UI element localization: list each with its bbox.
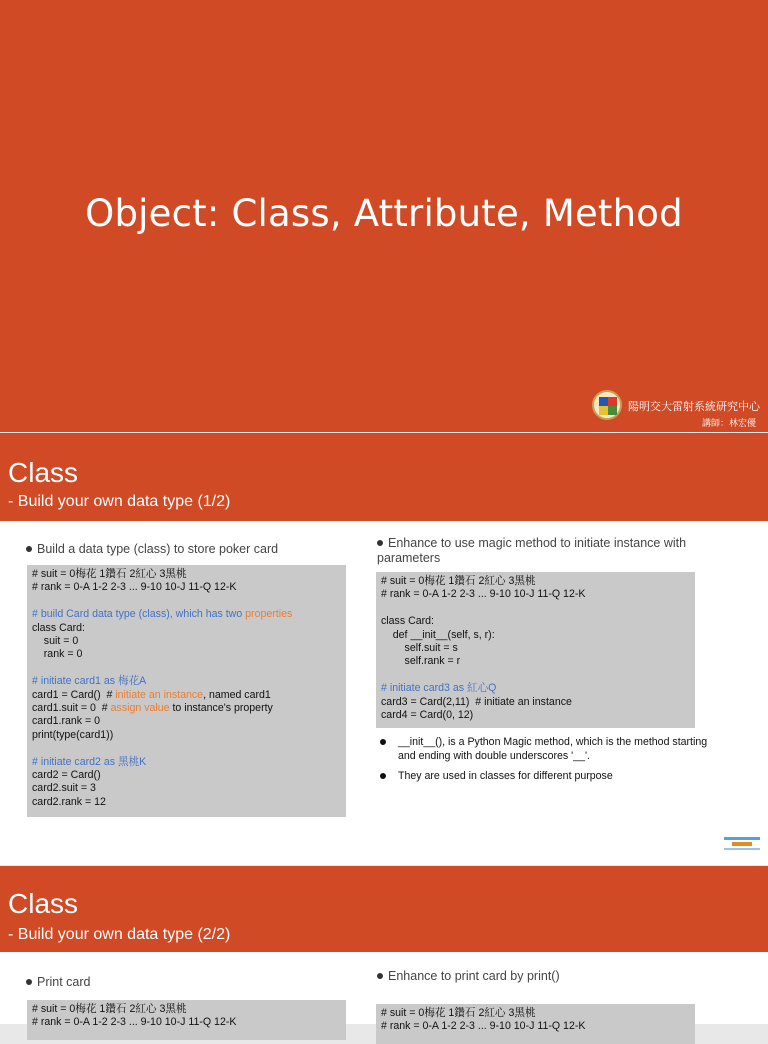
code-line	[381, 1007, 690, 1020]
code-line	[381, 682, 690, 695]
code-line	[32, 608, 341, 621]
code-text: card2 = Card()	[32, 769, 101, 782]
code-line	[381, 709, 690, 722]
code-text: self.suit = s	[381, 642, 458, 655]
code-line	[32, 756, 341, 769]
slide-header	[0, 866, 768, 952]
code-text: def __init__(self, s, r):	[381, 628, 495, 641]
class-slide-1	[0, 433, 768, 865]
code-line	[381, 669, 690, 682]
code-comment: # initiate card1 as 梅花A	[32, 675, 147, 688]
code-text: class Card:	[32, 621, 85, 634]
code-line	[32, 796, 341, 809]
institution-logo	[588, 388, 758, 430]
code-text: suit = 0	[32, 635, 79, 648]
code-line	[381, 655, 690, 668]
code-text: to instance's property	[169, 702, 273, 715]
slide-title: Object: Class, Attribute, Method	[85, 192, 683, 235]
code-line	[32, 715, 341, 728]
code-line	[32, 702, 341, 715]
note-item	[378, 769, 708, 783]
note-item	[378, 735, 708, 763]
code-block-left	[27, 1000, 346, 1040]
code-text: # suit = 0梅花 1鑽石 2紅心 3黑桃	[381, 575, 536, 587]
code-text: card2.rank = 12	[32, 795, 106, 808]
left-bullet-text: Print card	[37, 975, 91, 989]
code-line	[32, 675, 341, 688]
left-bullet-text: Build a data type (class) to store poker card	[37, 542, 279, 556]
code-block-right	[376, 572, 695, 728]
note-text: They are used in classes for different purpose	[398, 770, 613, 782]
class-slide-2	[0, 866, 768, 1033]
bullet-dot-icon	[380, 773, 386, 779]
code-line	[32, 662, 341, 675]
code-line	[32, 568, 341, 581]
code-text: rank = 0	[32, 648, 83, 661]
slide-header	[0, 433, 768, 521]
code-line	[381, 615, 690, 628]
code-line	[32, 595, 341, 608]
code-text: # suit = 0梅花 1鑽石 2紅心 3黑桃	[381, 1007, 536, 1019]
code-line	[32, 1003, 341, 1016]
code-text: # rank = 0-A 1-2 2-3 ... 9-10 10-J 11-Q 12-K	[381, 588, 586, 601]
slide-subheading: - Build your own data type (1/2)	[8, 493, 231, 510]
code-text: card3 = Card(2,11) # initiate an instance	[381, 695, 572, 708]
code-text: # rank = 0-A 1-2 2-3 ... 9-10 10-J 11-Q 12-K	[32, 581, 237, 594]
left-bullet	[26, 975, 346, 990]
slide-heading: Class	[8, 457, 79, 488]
bullet-dot-icon	[377, 973, 383, 979]
code-line	[381, 1020, 690, 1033]
right-bullet	[377, 536, 727, 566]
code-line	[32, 742, 341, 755]
note-text: __init__(), is a Python Magic method, which is the method starting and ending with double underscores '__'.	[398, 736, 708, 762]
code-line	[32, 622, 341, 635]
code-text: self.rank = r	[381, 655, 461, 668]
code-comment: # initiate card2 as 黑桃K	[32, 755, 147, 768]
right-bullet-text: Enhance to use magic method to initiate instance with parameters	[377, 536, 687, 565]
code-line	[32, 635, 341, 648]
left-bullet	[26, 542, 346, 557]
bullet-dot-icon	[26, 979, 32, 985]
title-slide	[0, 0, 768, 432]
code-line	[32, 689, 341, 702]
code-line	[381, 642, 690, 655]
code-block-left	[27, 565, 346, 817]
lecturer-label: 講師：林宏優	[701, 419, 756, 429]
code-text: , named card1	[203, 688, 271, 701]
code-line	[381, 575, 690, 588]
code-line	[32, 769, 341, 782]
logo-text: 陽明交大雷射系統研究中心	[628, 400, 760, 413]
code-line	[381, 602, 690, 615]
code-text: card4 = Card(0, 12)	[381, 709, 474, 722]
code-line	[32, 581, 341, 594]
code-line	[381, 696, 690, 709]
code-text: # rank = 0-A 1-2 2-3 ... 9-10 10-J 11-Q 12-K	[32, 1016, 237, 1029]
code-text: card1.rank = 0	[32, 715, 101, 728]
bullet-dot-icon	[380, 739, 386, 745]
code-line	[32, 648, 341, 661]
code-line	[32, 1016, 341, 1029]
code-text: card1.suit = 0 #	[32, 702, 111, 715]
code-text: print(type(card1))	[32, 728, 114, 741]
code-comment: initiate an instance	[115, 688, 204, 701]
code-comment: # build Card data type (class), which has two	[32, 608, 246, 621]
code-line	[32, 729, 341, 742]
code-comment: properties	[245, 608, 293, 621]
code-text: # suit = 0梅花 1鑽石 2紅心 3黑桃	[32, 568, 187, 580]
right-bullet	[377, 969, 727, 984]
notes-list	[378, 735, 708, 789]
corner-logo-icon	[724, 835, 760, 857]
bullet-dot-icon	[26, 546, 32, 552]
slide-subheading: - Build your own data type (2/2)	[8, 926, 231, 943]
code-text: card2.suit = 3	[32, 782, 96, 795]
code-text: # suit = 0梅花 1鑽石 2紅心 3黑桃	[32, 1003, 187, 1015]
code-line	[32, 782, 341, 795]
slide-heading: Class	[8, 888, 79, 919]
code-comment: assign value	[110, 702, 170, 715]
code-comment: # initiate card3 as 紅心Q	[381, 682, 497, 695]
right-bullet-text: Enhance to print card by print()	[388, 969, 560, 983]
code-text: card1 = Card() #	[32, 688, 116, 701]
seal-icon	[592, 390, 622, 420]
code-text: class Card:	[381, 615, 434, 628]
code-line	[381, 629, 690, 642]
code-line	[381, 588, 690, 601]
bullet-dot-icon	[377, 540, 383, 546]
code-text: # rank = 0-A 1-2 2-3 ... 9-10 10-J 11-Q 12-K	[381, 1020, 586, 1033]
code-block-right	[376, 1004, 695, 1044]
